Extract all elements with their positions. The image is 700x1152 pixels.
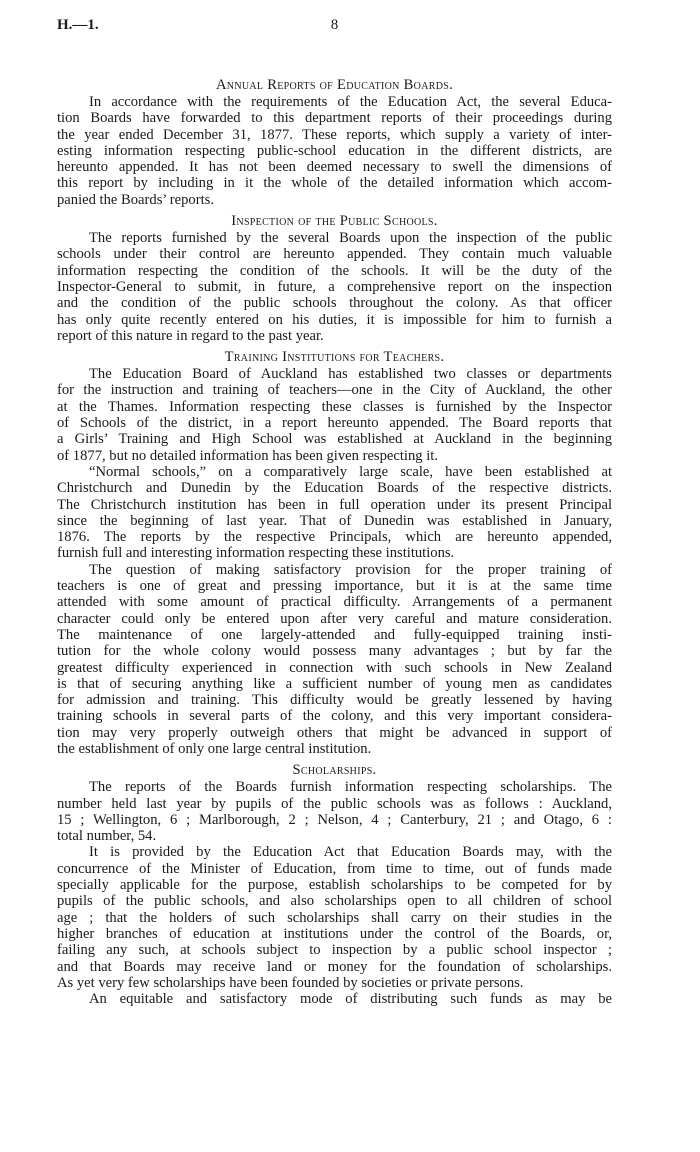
text-line: age ; that the holders of such scholarships shall carry on their studies in the [57, 909, 612, 926]
text-line: The Education Board of Auckland has established two classes or departments [89, 366, 612, 383]
text-line: The Christchurch institution has been in full operation under its present Principal [57, 496, 612, 513]
text-line: and that Boards may receive land or money for the foundation of scholarships. [57, 958, 612, 975]
text-line: the year ended December 31, 1877. These reports, which supply a variety of inter- [57, 126, 612, 143]
text-line: higher branches of education at institutions under the control of the Boards, or, [57, 925, 612, 942]
text-line: since the beginning of last year. That of Dunedin was established in January, [57, 512, 612, 529]
text-line: this report by including in it the whole of the detailed information which accom- [57, 175, 612, 192]
page-header [57, 17, 612, 35]
text-line: In accordance with the requirements of the Education Act, the several Educa- [89, 94, 612, 110]
paragraph [57, 230, 612, 344]
text-line: failing any such, at schools subject to inspection by a public school inspector ; [57, 942, 612, 959]
section-heading: Training Institutions for Teachers. [224, 349, 445, 366]
paragraph [57, 779, 612, 844]
text-line: tion Boards have forwarded to this department reports of their proceedings during [57, 110, 612, 127]
text-line: “Normal schools,” on a comparatively large scale, have been established at [89, 463, 612, 480]
text-line: Christchurch and Dunedin by the Education Boards of the respective districts. [57, 480, 612, 497]
text-line: The reports furnished by the several Boards upon the inspection of the public [89, 230, 612, 247]
text-line: 15 ; Wellington, 6 ; Marlborough, 2 ; Nelson, 4 ; Canterbury, 21 ; and Otago, 6 : [57, 811, 612, 828]
paragraph [57, 991, 612, 1007]
text-line: has only quite recently entered on his duties, it is impossible for him to furnish a [57, 311, 612, 328]
text-line: information respecting the condition of the schools. It will be the duty of the [57, 262, 612, 279]
document-body [57, 76, 612, 1007]
text-line: 1876. The reports by the respective Principals, which are hereunto appended, [57, 529, 612, 546]
text-line: report of this nature in regard to the past year. [57, 327, 324, 344]
paragraph [57, 562, 612, 758]
text-line: total number, 54. [57, 828, 157, 845]
text-line: The maintenance of one largely-attended and fully-equipped training insti- [57, 626, 612, 643]
text-line: a Girls’ Training and High School was established at Auckland in the beginning [57, 431, 612, 448]
text-line: pupils of the public schools, and also scholarships open to all children of school [57, 893, 612, 910]
text-line: concurrence of the Minister of Education, from time to time, out of funds made [57, 860, 612, 877]
text-line: for admission and training. This difficulty would be greatly lessened by having [57, 692, 612, 709]
text-line: furnish full and interesting information respecting these institutions. [57, 545, 455, 562]
text-line: An equitable and satisfactory mode of distributing such funds as may be [89, 991, 612, 1008]
text-line: The reports of the Boards furnish information respecting scholarships. The [89, 779, 612, 796]
section-heading: Inspection of the Public Schools. [231, 213, 438, 230]
paragraph [57, 366, 612, 464]
text-line: character could only be entered upon after very careful and mature consideration. [57, 610, 612, 627]
text-line: panied the Boards’ reports. [57, 191, 214, 208]
paragraph [57, 464, 612, 562]
text-line: schools under their control are hereunto appended. They contain much valuable [57, 246, 612, 263]
document-code: H.—1. [57, 17, 99, 33]
text-line: and the condition of the public schools throughout the colony. As that officer [57, 295, 612, 312]
text-line: hereunto appended. It has not been deemed necessary to swell the dimensions of [57, 159, 612, 176]
text-line: of 1877, but no detailed information has been given respecting it. [57, 447, 438, 464]
section-heading: Annual Reports of Education Boards. [215, 77, 454, 93]
text-line: tution for the whole colony would possess many advantages ; but by far the [57, 643, 612, 660]
text-line: for the instruction and training of teachers—one in the City of Auckland, the other [57, 382, 612, 399]
paragraph [57, 94, 612, 208]
text-line: esting information respecting public-school education in the different districts, are [57, 142, 612, 159]
text-line: teachers is one of great and pressing importance, but it is at the same time [57, 578, 612, 595]
text-line: It is provided by the Education Act that Education Boards may, with the [89, 844, 612, 861]
section-heading: Scholarships. [292, 762, 377, 779]
paragraph [57, 844, 612, 991]
text-line: tion may very properly outweigh others that might be advanced in support of [57, 724, 612, 741]
page-number: 8 [330, 17, 339, 33]
text-line: Inspector-General to submit, in future, a comprehensive report on the inspection [57, 278, 612, 295]
text-line: at the Thames. Information respecting these classes is furnished by the Inspector [57, 398, 612, 415]
text-line: specially applicable for the purpose, establish scholarships to be competed for by [57, 877, 612, 894]
text-line: greatest difficulty experienced in connection with such schools in New Zealand [57, 659, 612, 676]
text-line: of Schools of the district, in a report hereunto appended. The Board reports that [57, 415, 612, 432]
text-line: number held last year by pupils of the public schools was as follows : Auckland, [57, 795, 612, 812]
text-line: is that of securing anything like a sufficient number of young men as candidates [57, 675, 612, 692]
text-line: The question of making satisfactory provision for the proper training of [89, 561, 612, 578]
text-line: training schools in several parts of the colony, and this very important considera- [57, 708, 612, 725]
text-line: attended with some amount of practical difficulty. Arrangements of a permanent [57, 594, 612, 611]
text-line: the establishment of only one large central institution. [57, 740, 372, 757]
text-line: As yet very few scholarships have been founded by societies or private persons. [57, 974, 524, 991]
